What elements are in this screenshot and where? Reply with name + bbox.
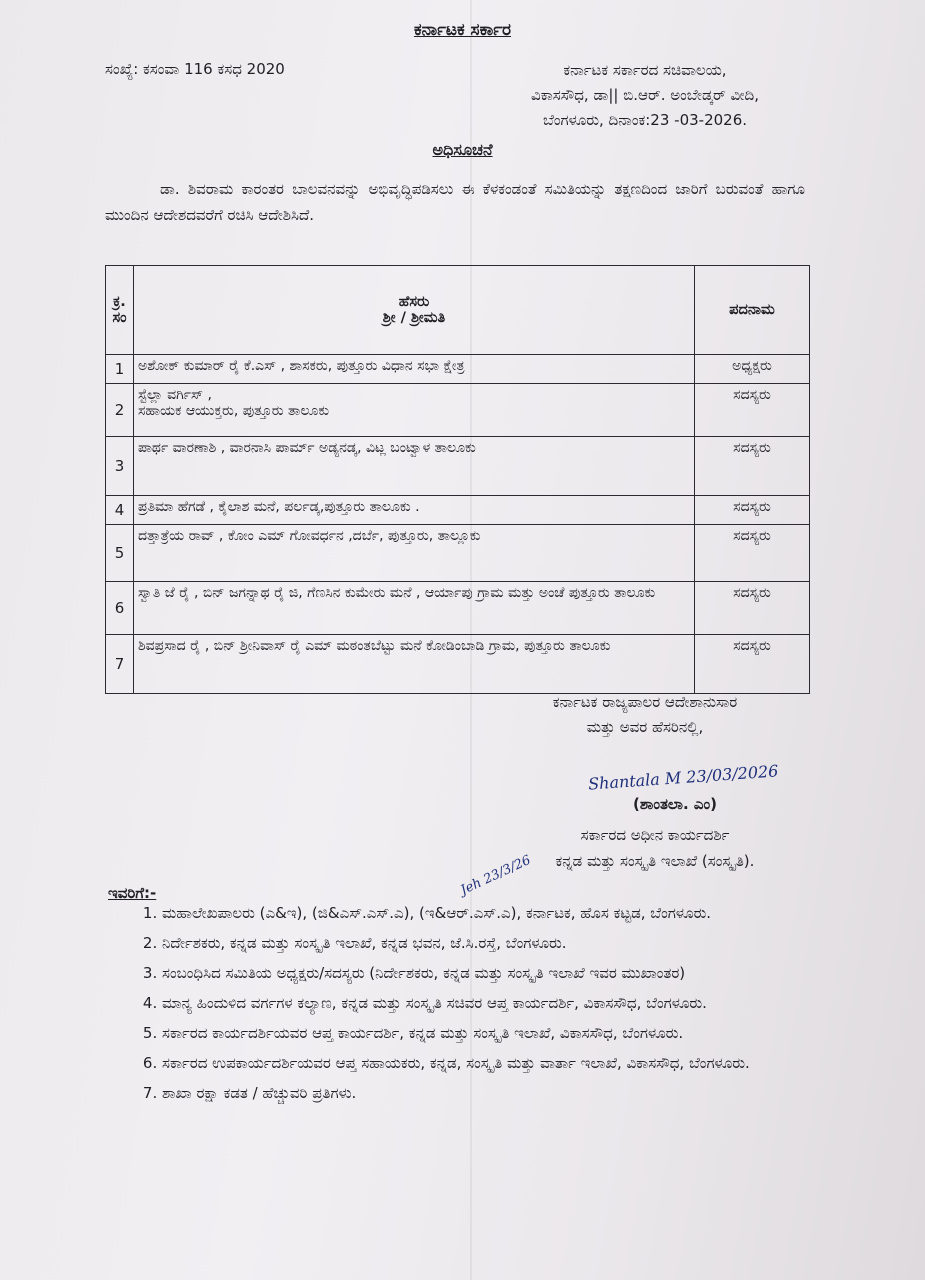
row-designation: ಸದಸ್ಯರು bbox=[695, 384, 810, 437]
row-name: ಶಿವಪ್ರಸಾದ ರೈ , ಬಿನ್ ಶ್ರೀನಿವಾಸ್ ರೈ ಎಮ್ ಮಠಂತಬೆಟ್ಟು ಮನೆ ಕೋಡಿಂಬಾಡಿ ಗ್ರಾಮ, ಪುತ್ತೂರು ತಾಲೂಕು bbox=[134, 635, 695, 694]
row-name: ಪಾರ್ಥ ವಾರಣಾಶಿ , ವಾರನಾಸಿ ಪಾರ್ಮ್ ಅಡ್ಯನಡ್ಕ, ವಿಟ್ಲ ಬಂಟ್ವಾಳ ತಾಲೂಕು bbox=[134, 437, 695, 496]
signatory-department: ಕನ್ನಡ ಮತ್ತು ಸಂಸ್ಕೃತಿ ಇಲಾಖೆ (ಸಂಸ್ಕೃತಿ). bbox=[555, 852, 755, 870]
list-item: 2. ನಿರ್ದೇಶಕರು, ಕನ್ನಡ ಮತ್ತು ಸಂಸ್ಕೃತಿ ಇಲಾಖೆ, ಕನ್ನಡ ಭವನ, ಜೆ.ಸಿ.ರಸ್ತೆ, ಬೆಂಗಳೂರು. bbox=[162, 930, 872, 957]
office-address bbox=[475, 58, 815, 133]
notification-intro: ಡಾ. ಶಿವರಾಮ ಕಾರಂತರ ಬಾಲವನವನ್ನು ಅಭಿವೃದ್ಧಿಪಡಿಸಲು ಈ ಕೆಳಕಂಡಂತೆ ಸಮಿತಿಯನ್ನು ತಕ್ಷಣದಿಂದ ಜಾರಿಗೆ ಬರುವಂತೆ ಹಾಗೂ ಮುಂದಿನ ಆದೇಶದವರೆಗೆ ರಚಿಸಿ ಆದೇಶಿಸಿದೆ. bbox=[105, 180, 805, 224]
row-designation: ಅಧ್ಯಕ್ಷರು bbox=[695, 355, 810, 384]
copy-to-list bbox=[110, 900, 872, 1110]
authority-line: ಮತ್ತು ಅವರ ಹೆಸರಿನಲ್ಲಿ, bbox=[586, 718, 704, 736]
row-designation: ಸದಸ್ಯರು bbox=[695, 525, 810, 582]
row-designation: ಸದಸ್ಯರು bbox=[695, 437, 810, 496]
signatory-name: (ಶಾಂತಲಾ. ಎಂ) bbox=[632, 795, 718, 813]
row-name: ಪ್ರತಿಮಾ ಹೆಗಡೆ , ಕೈಲಾಶ ಮನೆ, ಪರ್ಲಡ್ಕ,ಪುತ್ತೂರು ತಾಲೂಕು . bbox=[134, 496, 695, 525]
list-item: 5. ಸರ್ಕಾರದ ಕಾರ್ಯದರ್ಶಿಯವರ ಆಪ್ತ ಕಾರ್ಯದರ್ಶಿ, ಕನ್ನಡ ಮತ್ತು ಸಂಸ್ಕೃತಿ ಇಲಾಖೆ, ವಿಕಾಸಸೌಧ, ಬೆಂಗಳೂರು. bbox=[162, 1020, 872, 1047]
table-row bbox=[106, 355, 810, 384]
table-row bbox=[106, 384, 810, 437]
row-designation: ಸದಸ್ಯರು bbox=[695, 496, 810, 525]
authority-statement bbox=[470, 690, 820, 740]
row-serial: 4 bbox=[106, 496, 134, 525]
copy-to-heading: ಇವರಿಗೆ:- bbox=[108, 884, 157, 902]
list-item: 1. ಮಹಾಲೇಖಪಾಲರು (ಎ&ಇ), (ಜಿ&ಎಸ್.ಎಸ್.ಎ), (ಇ&ಆರ್.ಎಸ್.ಎ), ಕರ್ನಾಟಕ, ಹೊಸ ಕಟ್ಟಡ, ಬೆಂಗಳೂರು. bbox=[162, 900, 872, 927]
table-header-row bbox=[106, 266, 810, 355]
table-row bbox=[106, 582, 810, 635]
row-name: ದತ್ತಾತ್ರೆಯ ರಾವ್ , ಕೋಂ ಎಮ್ ಗೋವರ್ಧನ ,ದರ್ಬೆ, ಪುತ್ತೂರು, ತಾಲ್ಲೂಕು bbox=[134, 525, 695, 582]
list-item: 4. ಮಾನ್ಯ ಹಿಂದುಳಿದ ವರ್ಗಗಳ ಕಲ್ಯಾಣ, ಕನ್ನಡ ಮತ್ತು ಸಂಸ್ಕೃತಿ ಸಚಿವರ ಆಪ್ತ ಕಾರ್ಯದರ್ಶಿ, ವಿಕಾಸಸೌಧ, ಬೆಂಗಳೂರು. bbox=[162, 990, 872, 1017]
header-name-sub: ಶ್ರೀ / ಶ್ರೀಮತಿ bbox=[382, 310, 446, 326]
list-item: 6. ಸರ್ಕಾರದ ಉಪಕಾರ್ಯದರ್ಶಿಯವರ ಆಪ್ತ ಸಹಾಯಕರು, ಕನ್ನಡ, ಸಂಸ್ಕೃತಿ ಮತ್ತು ವಾರ್ತಾ ಇಲಾಖೆ, ವಿಕಾಸಸೌಧ, ಬೆಂಗಳೂರು. bbox=[162, 1050, 872, 1077]
table-row bbox=[106, 496, 810, 525]
list-item: 7. ಶಾಖಾ ರಕ್ಷಾ ಕಡತ / ಹೆಚ್ಚುವರಿ ಪ್ರತಿಗಳು. bbox=[162, 1080, 872, 1107]
row-serial: 7 bbox=[106, 635, 134, 694]
header-name-label: ಹೆಸರು bbox=[398, 294, 430, 310]
header-name bbox=[134, 266, 695, 355]
list-item: 3. ಸಂಬಂಧಿಸಿದ ಸಮಿತಿಯ ಅಧ್ಯಕ್ಷರು/ಸದಸ್ಯರು (ನಿರ್ದೇಶಕರು, ಕನ್ನಡ ಮತ್ತು ಸಂಸ್ಕೃತಿ ಇಲಾಖೆ ಇವರ ಮುಖಾಂತರ) bbox=[162, 960, 872, 987]
row-serial: 5 bbox=[106, 525, 134, 582]
row-name: ಸ್ಟೆಲ್ಲಾ ವರ್ಗಿಸ್ , ಸಹಾಯಕ ಆಯುಕ್ತರು, ಪುತ್ತೂರು ತಾಲೂಕು bbox=[134, 384, 695, 437]
reference-number: ಸಂಖ್ಯೆ: ಕಸಂವಾ 116 ಕಸಧ 2020 bbox=[105, 60, 285, 78]
table-row bbox=[106, 437, 810, 496]
handwritten-initials: Jeh 23/3/26 bbox=[458, 852, 534, 899]
address-date-line: ಬೆಂಗಳೂರು, ದಿನಾಂಕ:23 -03-2026. bbox=[542, 111, 748, 129]
signatory-designation: ಸರ್ಕಾರದ ಅಧೀನ ಕಾರ್ಯದರ್ಶಿ bbox=[580, 826, 730, 844]
table-row bbox=[106, 635, 810, 694]
row-serial: 3 bbox=[106, 437, 134, 496]
header-designation: ಪದನಾಮ bbox=[695, 266, 810, 355]
handwritten-signature: Shantala M 23/03/2026 bbox=[587, 761, 779, 794]
address-line: ವಿಕಾಸಸೌಧ, ಡಾ|| ಬಿ.ಆರ್. ಅಂಬೇಡ್ಕರ್ ವೀದಿ, bbox=[531, 86, 759, 104]
notification-heading: ಅಧಿಸೂಚನೆ bbox=[432, 140, 493, 159]
row-designation: ಸದಸ್ಯರು bbox=[695, 582, 810, 635]
authority-line: ಕರ್ನಾಟಕ ರಾಜ್ಯಪಾಲರ ಆದೇಶಾನುಸಾರ bbox=[552, 693, 738, 711]
committee-table bbox=[105, 265, 810, 694]
row-name: ಸ್ವಾತಿ ಜೆ ರೈ , ಬಿನ್ ಜಗನ್ನಾಥ ರೈ ಜಿ, ಗೆಣಸಿನ ಕುಮೇರು ಮನೆ , ಆರ್ಯಾಪು ಗ್ರಾಮ ಮತ್ತು ಅಂಚೆ ಪುತ್ತೂರು ತಾಲೂಕು bbox=[134, 582, 695, 635]
row-designation: ಸದಸ್ಯರು bbox=[695, 635, 810, 694]
row-serial: 6 bbox=[106, 582, 134, 635]
header-serial: ಕ್ರ. ಸಂ bbox=[106, 266, 134, 355]
address-line: ಕರ್ನಾಟಕ ಸರ್ಕಾರದ ಸಚಿವಾಲಯ, bbox=[563, 61, 727, 79]
row-serial: 1 bbox=[106, 355, 134, 384]
row-serial: 2 bbox=[106, 384, 134, 437]
government-title: ಕರ್ನಾಟಕ ಸರ್ಕಾರ bbox=[413, 20, 512, 40]
table-row bbox=[106, 525, 810, 582]
row-name: ಅಶೋಕ್ ಕುಮಾರ್ ರೈ ಕೆ.ಎಸ್ , ಶಾಸಕರು, ಪುತ್ತೂರು ವಿಧಾನ ಸಭಾ ಕ್ಷೇತ್ರ bbox=[134, 355, 695, 384]
